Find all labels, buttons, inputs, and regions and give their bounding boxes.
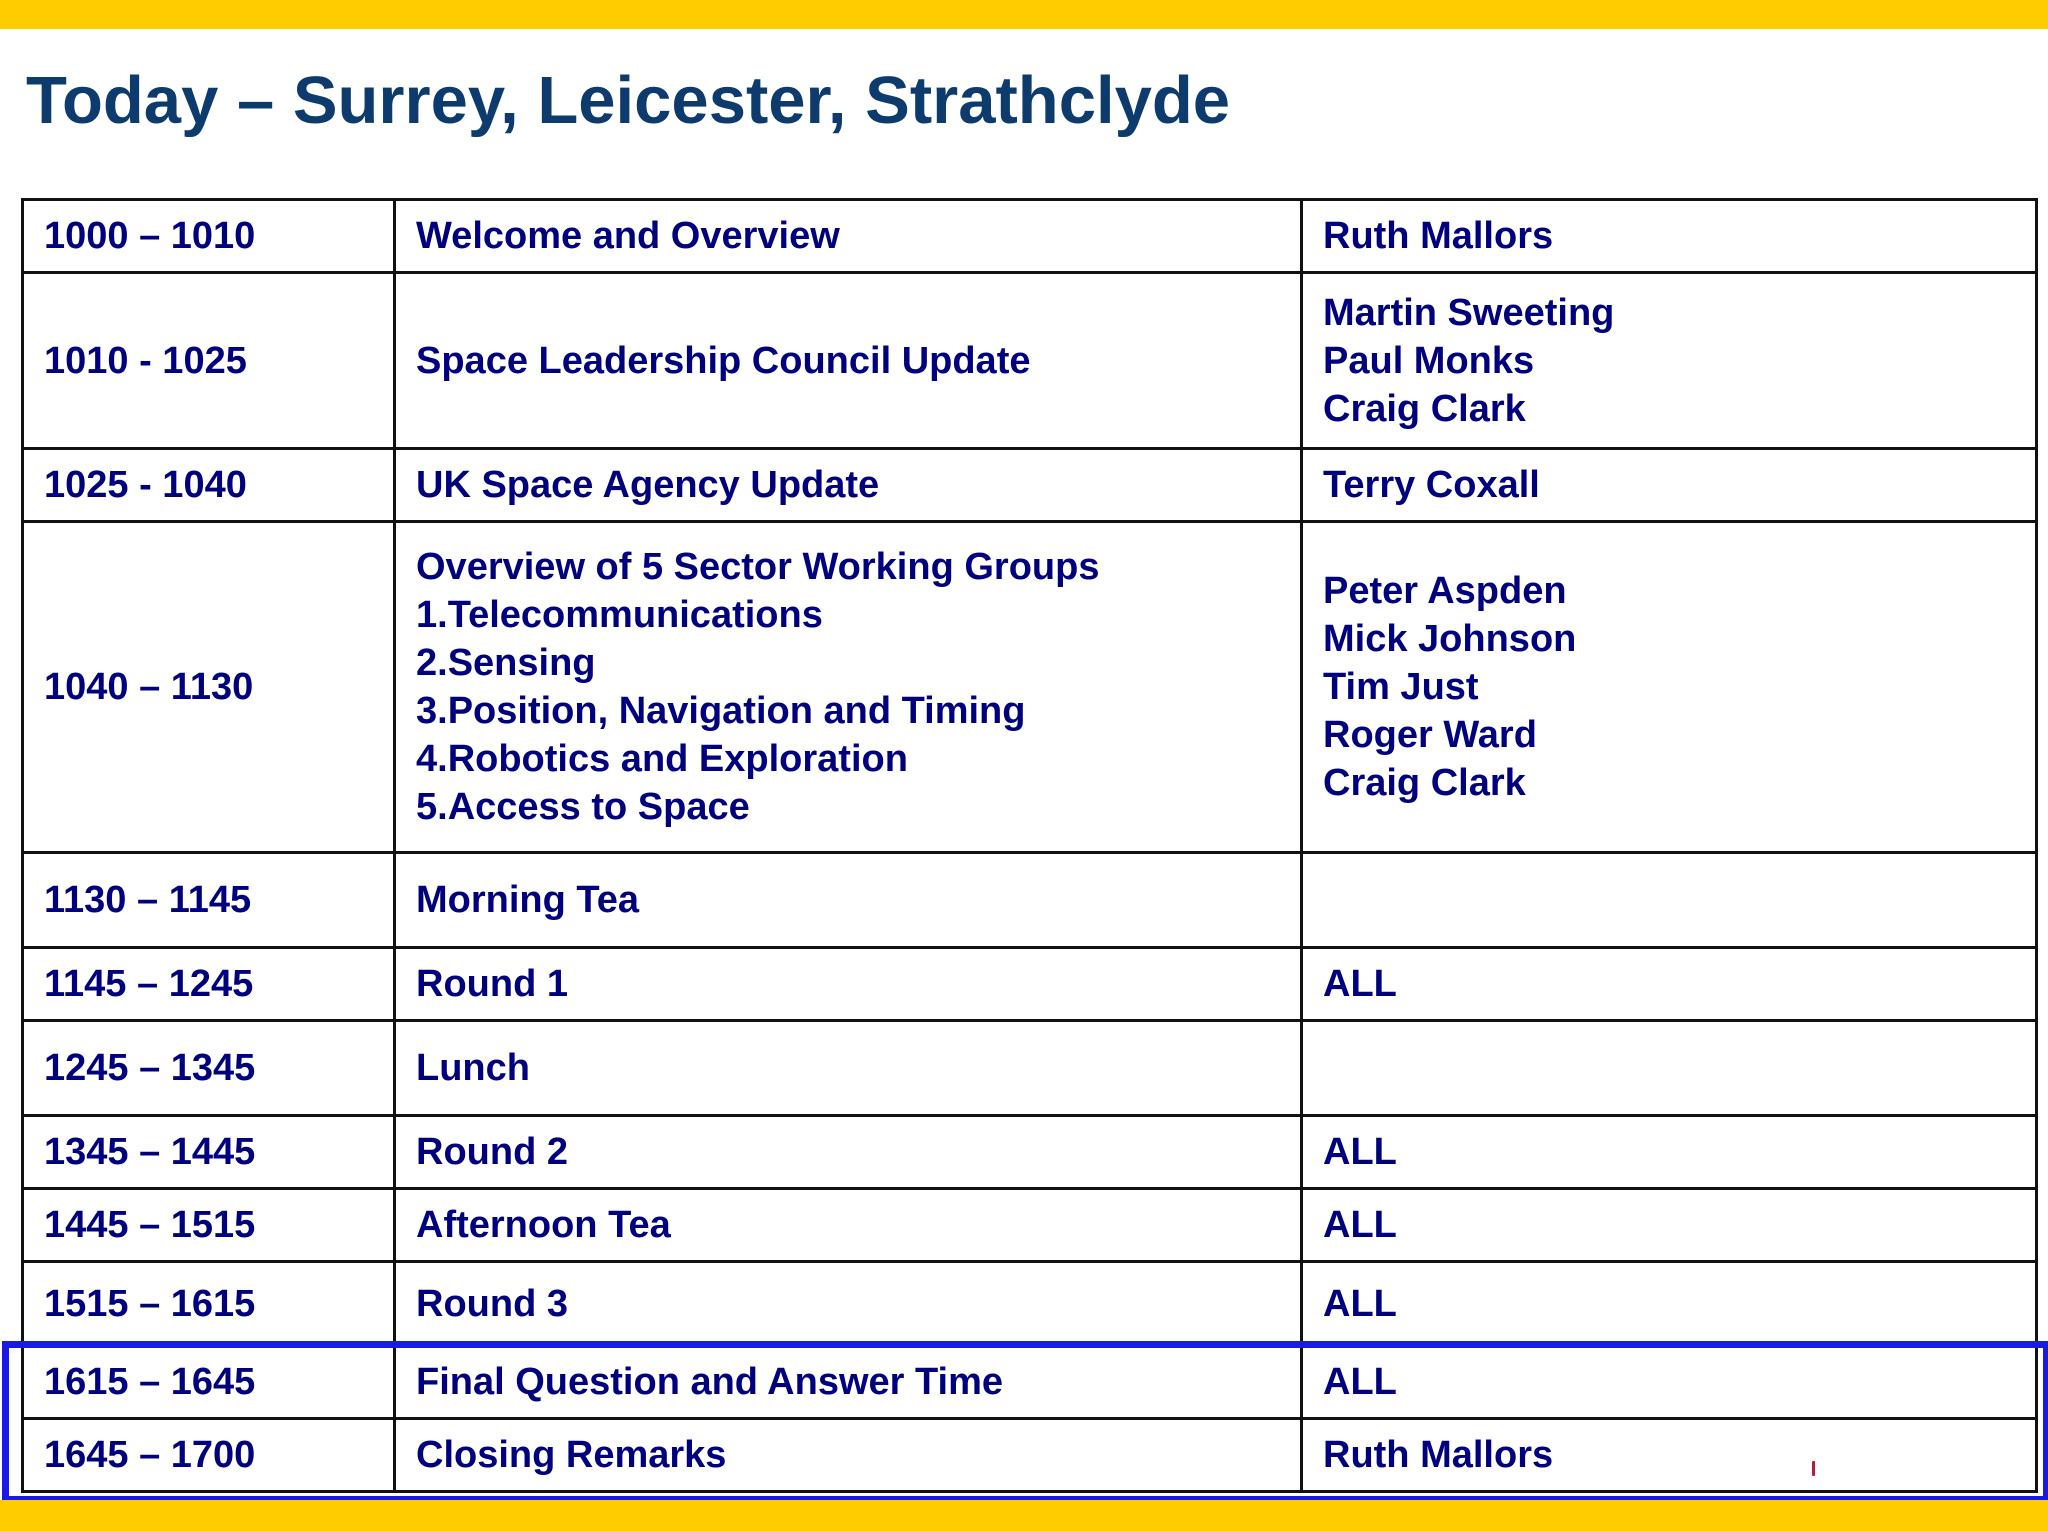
- speaker-name: Martin Sweeting: [1323, 291, 1615, 334]
- cursor-mark: [1812, 1461, 1815, 1476]
- agenda-row: [23, 1189, 2037, 1262]
- session-line: Round 2: [416, 1131, 568, 1173]
- speaker-name: Peter Aspden: [1323, 570, 1567, 612]
- session-line: 5.Access to Space: [416, 786, 750, 828]
- speaker-cell: [1302, 1021, 2037, 1116]
- session-cell: [395, 1021, 1302, 1116]
- session-line: Closing Remarks: [416, 1434, 727, 1476]
- time-cell: 1145 – 1245: [23, 948, 395, 1021]
- speaker-name: ALL: [1323, 1204, 1397, 1246]
- speaker-name: Paul Monks: [1323, 339, 1535, 382]
- session-cell: [395, 522, 1302, 853]
- agenda-row: [23, 1021, 2037, 1116]
- session-cell: [395, 948, 1302, 1021]
- agenda-row: [23, 1419, 2037, 1492]
- time-cell: 1000 – 1010: [23, 200, 395, 273]
- agenda-row: [23, 522, 2037, 853]
- time-cell: 1245 – 1345: [23, 1021, 395, 1116]
- time-cell: 1615 – 1645: [23, 1346, 395, 1419]
- speaker-cell: [1302, 200, 2037, 273]
- speaker-name: Roger Ward: [1323, 714, 1537, 756]
- speaker-name: ALL: [1323, 1282, 1397, 1325]
- agenda-row: [23, 200, 2037, 273]
- time-cell: 1515 – 1615: [23, 1262, 395, 1346]
- time-cell: 1025 - 1040: [23, 449, 395, 522]
- session-cell: [395, 1116, 1302, 1189]
- agenda-body: [23, 200, 2037, 1492]
- speaker-name: Craig Clark: [1323, 387, 1526, 430]
- agenda-row: [23, 273, 2037, 449]
- session-line: 4.Robotics and Exploration: [416, 738, 908, 780]
- speaker-name: Craig Clark: [1323, 762, 1526, 804]
- bottom-accent-bar: [0, 1500, 2048, 1531]
- agenda-row: [23, 1346, 2037, 1419]
- session-cell: [395, 1189, 1302, 1262]
- session-cell: [395, 853, 1302, 948]
- speaker-name: ALL: [1323, 1361, 1397, 1403]
- session-line: 1.Telecommunications: [416, 594, 823, 636]
- agenda-row: [23, 853, 2037, 948]
- speaker-cell: [1302, 1419, 2037, 1492]
- session-cell: [395, 449, 1302, 522]
- speaker-cell: [1302, 1346, 2037, 1419]
- session-line: Lunch: [416, 1047, 530, 1089]
- session-line: UK Space Agency Update: [416, 464, 880, 506]
- agenda-row: [23, 948, 2037, 1021]
- time-cell: 1130 – 1145: [23, 853, 395, 948]
- speaker-name: Tim Just: [1323, 666, 1479, 708]
- page-title: Today – Surrey, Leicester, Strathclyde: [26, 63, 1231, 138]
- session-line: Overview of 5 Sector Working Groups: [416, 546, 1100, 588]
- session-cell: [395, 1346, 1302, 1419]
- session-line: Morning Tea: [416, 879, 640, 921]
- session-line: Space Leadership Council Update: [416, 339, 1031, 382]
- speaker-cell: [1302, 1189, 2037, 1262]
- speaker-cell: [1302, 449, 2037, 522]
- session-line: Final Question and Answer Time: [416, 1361, 1003, 1403]
- session-line: Welcome and Overview: [416, 215, 840, 257]
- time-cell: 1010 - 1025: [23, 273, 395, 449]
- session-cell: [395, 200, 1302, 273]
- speaker-name: ALL: [1323, 963, 1397, 1005]
- session-cell: [395, 273, 1302, 449]
- speaker-cell: [1302, 522, 2037, 853]
- session-cell: [395, 1262, 1302, 1346]
- speaker-name: Ruth Mallors: [1323, 1434, 1554, 1476]
- session-line: Round 1: [416, 963, 568, 1005]
- agenda-row: [23, 1116, 2037, 1189]
- speaker-name: ALL: [1323, 1131, 1397, 1173]
- session-line: Round 3: [416, 1282, 568, 1325]
- top-accent-bar: [0, 0, 2048, 29]
- speaker-cell: [1302, 948, 2037, 1021]
- agenda-row: [23, 1262, 2037, 1346]
- session-line: 3.Position, Navigation and Timing: [416, 690, 1026, 732]
- time-cell: 1645 – 1700: [23, 1419, 395, 1492]
- session-line: 2.Sensing: [416, 642, 596, 684]
- time-cell: 1040 – 1130: [23, 522, 395, 853]
- speaker-cell: [1302, 1262, 2037, 1346]
- session-cell: [395, 1419, 1302, 1492]
- speaker-cell: [1302, 853, 2037, 948]
- speaker-name: Ruth Mallors: [1323, 215, 1554, 257]
- session-line: Afternoon Tea: [416, 1204, 671, 1246]
- speaker-name: Mick Johnson: [1323, 618, 1577, 660]
- agenda-row: [23, 449, 2037, 522]
- speaker-cell: [1302, 1116, 2037, 1189]
- agenda-table: [21, 198, 2038, 1493]
- speaker-name: Terry Coxall: [1323, 464, 1540, 506]
- time-cell: 1445 – 1515: [23, 1189, 395, 1262]
- time-cell: 1345 – 1445: [23, 1116, 395, 1189]
- speaker-cell: [1302, 273, 2037, 449]
